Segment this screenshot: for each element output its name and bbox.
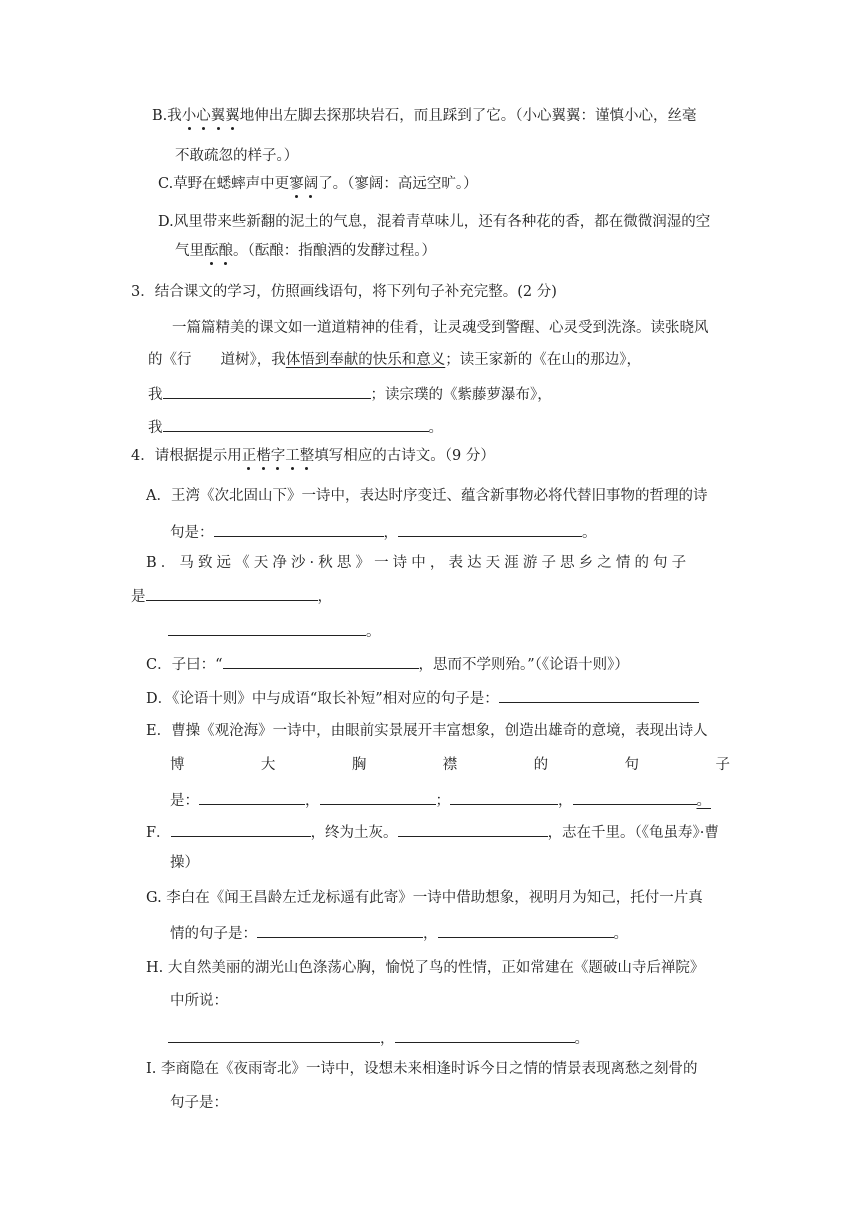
answer-blank[interactable] <box>398 821 548 837</box>
item-c-line: C．子曰：“ ，思而不学则殆。”（《论语十则》） <box>146 653 629 675</box>
answer-blank[interactable] <box>395 1027 575 1043</box>
answer-blank[interactable] <box>171 821 311 837</box>
item-b-line2: 是 ， <box>131 585 332 607</box>
option-d-line2: 气里酝酿。（酝酿：指酿酒的发酵过程。） <box>175 243 436 259</box>
answer-blank[interactable] <box>573 789 697 805</box>
answer-blank[interactable] <box>257 922 423 938</box>
item-a-line2: 句是： ， 。 <box>170 521 597 543</box>
item-i-line2: 句子是： <box>170 1095 228 1111</box>
item-e-line2: 博 大 胸 襟 的 句 子 <box>170 757 730 773</box>
answer-blank[interactable] <box>146 585 318 601</box>
item-h-line2: 中所说： <box>170 993 228 1009</box>
item-b-line1: B．马致远《天净沙·秋思》一诗中，表达天涯游子思乡之情的句子 <box>146 555 691 571</box>
item-b-line3: 。 <box>168 620 381 642</box>
answer-blank[interactable] <box>163 416 429 432</box>
question-4-title: 4．请根据提示用正楷字工整填写相应的古诗文。（9 分） <box>131 448 495 464</box>
answer-blank[interactable] <box>163 383 371 399</box>
answer-blank[interactable] <box>199 789 305 805</box>
option-c-line: C.草野在蟋蟀声中更寥阔了。（寥阔：高远空旷。） <box>158 176 478 192</box>
item-h-line3: ， 。 <box>168 1027 589 1049</box>
item-h-line1: H. 大自然美丽的湖光山色涤荡心胸，愉悦了鸟的性情，正如常建在《题破山寺后禅院》 <box>146 960 705 976</box>
item-e-line1: E．曹操《观沧海》一诗中，由眼前实景展开丰富想象，创造出雄奇的意境，表现出诗人 <box>146 723 708 739</box>
answer-blank[interactable] <box>499 687 699 703</box>
item-g-line2: 情的句子是： ， 。 <box>170 922 628 944</box>
question-3-line4: 我 。 <box>148 416 443 438</box>
underlined-model-phrase: 体悟到奉献的快乐和意义 <box>285 352 446 368</box>
answer-blank[interactable] <box>223 653 419 669</box>
item-f-line1: F． ，终为土灰。 ，志在千里。（《龟虽寿》·曹 <box>146 821 719 843</box>
item-f-line2: 操） <box>170 855 199 871</box>
question-3-title: 3．结合课文的学习，仿照画线语句，将下列句子补充完整。(2 分) <box>131 284 557 300</box>
item-g-line1: G. 李白在《闻王昌龄左迁龙标遥有此寄》一诗中借助想象，视明月为知己，托付一片真 <box>146 890 703 906</box>
question-3-line1: 一篇篇精美的课文如一道道精神的佳肴，让灵魂受到警醒、心灵受到洗涤。读张晓风 <box>172 320 709 336</box>
answer-blank[interactable] <box>398 521 582 537</box>
item-e-line3: 是： ， ； ， 。 <box>170 789 711 811</box>
option-b-line2: 不敢疏忽的样子。） <box>175 148 299 164</box>
item-a-line1: A．王湾《次北固山下》一诗中，表达时序变迁、蕴含新事物必将代替旧事物的哲理的诗 <box>146 488 708 504</box>
item-i-line1: I. 李商隐在《夜雨寄北》一诗中，设想未来相逢时诉今日之情的情景表现离愁之刻骨的 <box>146 1061 698 1077</box>
item-d-line: D．《论语十则》中与成语“取长补短”相对应的句子是： <box>146 687 699 709</box>
option-d-line1: D.风里带来些新翻的泥土的气息，混着青草味儿，还有各种花的香，都在微微润湿的空 <box>158 214 711 230</box>
answer-blank[interactable] <box>438 922 614 938</box>
answer-blank[interactable] <box>168 620 366 636</box>
answer-blank[interactable] <box>214 521 384 537</box>
answer-blank[interactable] <box>450 789 558 805</box>
answer-blank[interactable] <box>320 789 436 805</box>
question-3-line2: 的《行 道树》，我体悟到奉献的快乐和意义；读王家新的《在山的那边》， <box>148 352 641 368</box>
answer-blank[interactable] <box>168 1027 380 1043</box>
question-3-line3: 我 ；读宗璞的《紫藤萝瀑布》， <box>148 383 552 405</box>
option-b-line1: B.我小心翼翼地伸出左脚去探那块岩石，而且踩到了它。（小心翼翼：谨慎小心，丝毫 <box>152 108 697 124</box>
